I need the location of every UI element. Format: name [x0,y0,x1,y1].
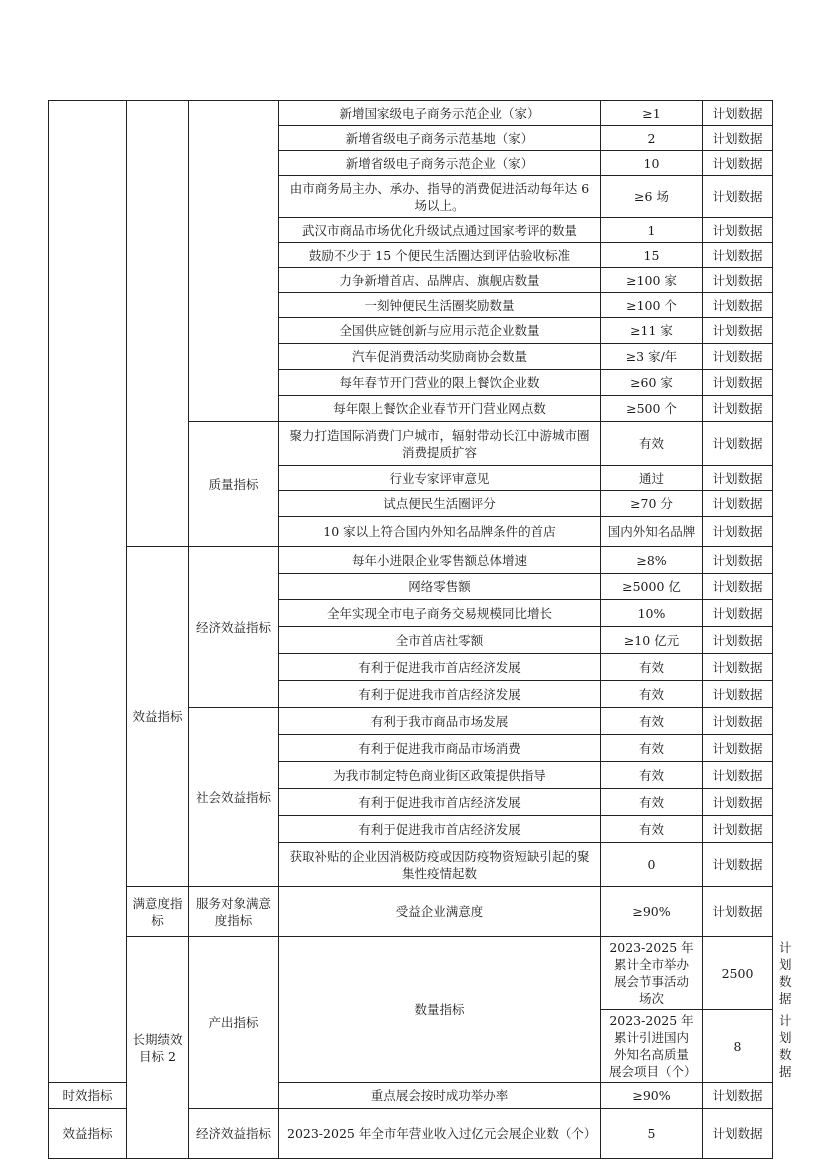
indicator-content: 每年春节开门营业的限上餐饮企业数 [279,370,601,396]
indicator-value: 0 [601,843,703,887]
indicator-source: 计划数据 [703,816,773,843]
social-benefit-label: 社会效益指标 [189,708,279,887]
indicator-value: ≥70 分 [601,491,703,517]
indicator-source: 计划数据 [703,735,773,762]
indicator-source: 计划数据 [703,126,773,151]
indicator-content: 有利于促进我市首店经济发展 [279,789,601,816]
indicator-content: 重点展会按时成功举办率 [279,1083,601,1109]
indicator-content: 每年限上餐饮企业春节开门营业网点数 [279,396,601,422]
table-row: 长期绩效目标 2 产出指标 数量指标 2023-2025 年累计全市举办展会节事活动场次 2500 计划数据 [49,937,773,1010]
indicator-source: 计划数据 [703,101,773,126]
indicator-content: 力争新增首店、品牌店、旗舰店数量 [279,268,601,293]
indicator-content: 有利于促进我市首店经济发展 [279,816,601,843]
indicator-source: 计划数据 [703,1083,773,1109]
indicator-source: 计划数据 [703,627,773,654]
time-indicator-label: 时效指标 [49,1083,127,1109]
indicator-content: 受益企业满意度 [279,887,601,937]
indicator-value: ≥6 场 [601,176,703,218]
indicator-value: ≥90% [601,1083,703,1109]
indicator-content: 获取补贴的企业因消极防疫或因防疫物资短缺引起的聚集性疫情起数 [279,843,601,887]
indicator-content: 有利于促进我市首店经济发展 [279,681,601,708]
indicator-value: ≥10 亿元 [601,627,703,654]
output-indicator-label: 产出指标 [189,937,279,1109]
indicator-source: 计划数据 [703,176,773,218]
economic-benefit-label: 经济效益指标 [189,547,279,708]
indicator-content: 由市商务局主办、承办、指导的消费促进活动每年达 6 场以上。 [279,176,601,218]
indicator-source: 计划数据 [703,789,773,816]
indicator-value: 有效 [601,681,703,708]
indicator-source: 计划数据 [703,843,773,887]
indicator-value: 15 [601,243,703,268]
indicator-value: ≥90% [601,887,703,937]
indicator-value: ≥100 个 [601,293,703,318]
indicator-source: 计划数据 [703,681,773,708]
indicator-content: 全年实现全市电子商务交易规模同比增长 [279,600,601,627]
indicator-source: 计划数据 [703,466,773,491]
indicator-source: 计划数据 [703,517,773,547]
indicator-value: 10% [601,600,703,627]
indicator-value: 有效 [601,762,703,789]
quality-indicator-label: 质量指标 [189,422,279,547]
indicator-source: 计划数据 [703,243,773,268]
indicator-source: 计划数据 [703,422,773,466]
indicator-value: 有效 [601,789,703,816]
indicator-source: 计划数据 [703,654,773,681]
indicator-content: 一刻钟便民生活圈奖励数量 [279,293,601,318]
indicator-content: 2023-2025 年全市年营业收入过亿元会展企业数（个） [279,1109,601,1159]
table-row: 2023-2025 年累计引进国内外知名高质量展会项目（个） 8 计划数据 [49,1010,773,1083]
indicator-content: 2023-2025 年累计全市举办展会节事活动场次 [601,937,703,1010]
indicator-value: 有效 [601,422,703,466]
indicator-value: ≥11 家 [601,318,703,344]
indicator-value: 2 [601,126,703,151]
indicator-source: 计划数据 [703,491,773,517]
indicator-value: ≥1 [601,101,703,126]
indicator-source: 计划数据 [703,370,773,396]
indicator-value: 1 [601,218,703,243]
indicator-source: 计划数据 [703,218,773,243]
indicator-source: 计划数据 [703,600,773,627]
quantity-indicator-label: 数量指标 [279,937,601,1083]
performance-table [48,100,792,1159]
indicator-source: 计划数据 [703,268,773,293]
indicator-content: 全市首店社零额 [279,627,601,654]
indicator-value: 有效 [601,735,703,762]
benefit-indicator-label: 效益指标 [49,1109,127,1159]
long-term-goal-label: 长期绩效目标 2 [127,937,189,1159]
indicator-content: 有利于促进我市商品市场消费 [279,735,601,762]
indicator-value: 8 [703,1010,773,1083]
indicator-content: 行业专家评审意见 [279,466,601,491]
indicator-content: 聚力打造国际消费门户城市，辐射带动长江中游城市圈消费提质扩容 [279,422,601,466]
indicator-source: 计划数据 [703,396,773,422]
indicator-source: 计划数据 [703,318,773,344]
indicator-content: 试点便民生活圈评分 [279,491,601,517]
quantity-cell-continued [189,101,279,422]
indicator-source: 计划数据 [703,547,773,574]
indicator-content: 武汉市商品市场优化升级试点通过国家考评的数量 [279,218,601,243]
indicator-content: 为我市制定特色商业街区政策提供指导 [279,762,601,789]
indicator-content: 全国供应链创新与应用示范企业数量 [279,318,601,344]
indicator-content: 汽车促消费活动奖励商协会数量 [279,344,601,370]
indicator-content: 2023-2025 年累计引进国内外知名高质量展会项目（个） [601,1010,703,1083]
goal-cell-continued [49,101,127,1083]
indicator-value: ≥3 家/年 [601,344,703,370]
indicator-source: 计划数据 [703,293,773,318]
indicator-value: ≥8% [601,547,703,574]
indicator-value: 通过 [601,466,703,491]
indicator-value: 5 [601,1109,703,1159]
indicator-value: ≥5000 亿 [601,574,703,600]
indicator-content: 10 家以上符合国内外知名品牌条件的首店 [279,517,601,547]
benefit-indicator-label: 效益指标 [127,547,189,887]
indicator-content: 有利于我市商品市场发展 [279,708,601,735]
indicator-content: 新增省级电子商务示范企业（家） [279,151,601,176]
indicator-value: 有效 [601,816,703,843]
indicator-value: 国内外知名品牌 [601,517,703,547]
table-row [49,101,773,126]
satisfaction-indicator-label: 满意度指标 [127,887,189,937]
indicator-value: ≥500 个 [601,396,703,422]
output-cell-continued [127,101,189,547]
indicator-content: 新增省级电子商务示范基地（家） [279,126,601,151]
indicator-value: 有效 [601,708,703,735]
economic-benefit-label: 经济效益指标 [189,1109,279,1159]
table-row [49,887,773,937]
indicator-source: 计划数据 [703,887,773,937]
indicator-value: 10 [601,151,703,176]
indicator-source: 计划数据 [703,762,773,789]
indicator-value: ≥100 家 [601,268,703,293]
service-satisfaction-label: 服务对象满意度指标 [189,887,279,937]
indicator-value: 2500 [703,937,773,1010]
indicator-source: 计划数据 [703,344,773,370]
indicator-content: 每年小进限企业零售额总体增速 [279,547,601,574]
indicator-source: 计划数据 [703,574,773,600]
indicator-source: 计划数据 [703,1109,773,1159]
indicator-source: 计划数据 [703,708,773,735]
indicator-content: 网络零售额 [279,574,601,600]
table-row [49,547,773,574]
indicator-content: 有利于促进我市首店经济发展 [279,654,601,681]
indicator-source: 计划数据 [703,151,773,176]
indicator-content: 新增国家级电子商务示范企业（家） [279,101,601,126]
indicator-value: 有效 [601,654,703,681]
indicator-content: 鼓励不少于 15 个便民生活圈达到评估验收标准 [279,243,601,268]
indicator-value: ≥60 家 [601,370,703,396]
